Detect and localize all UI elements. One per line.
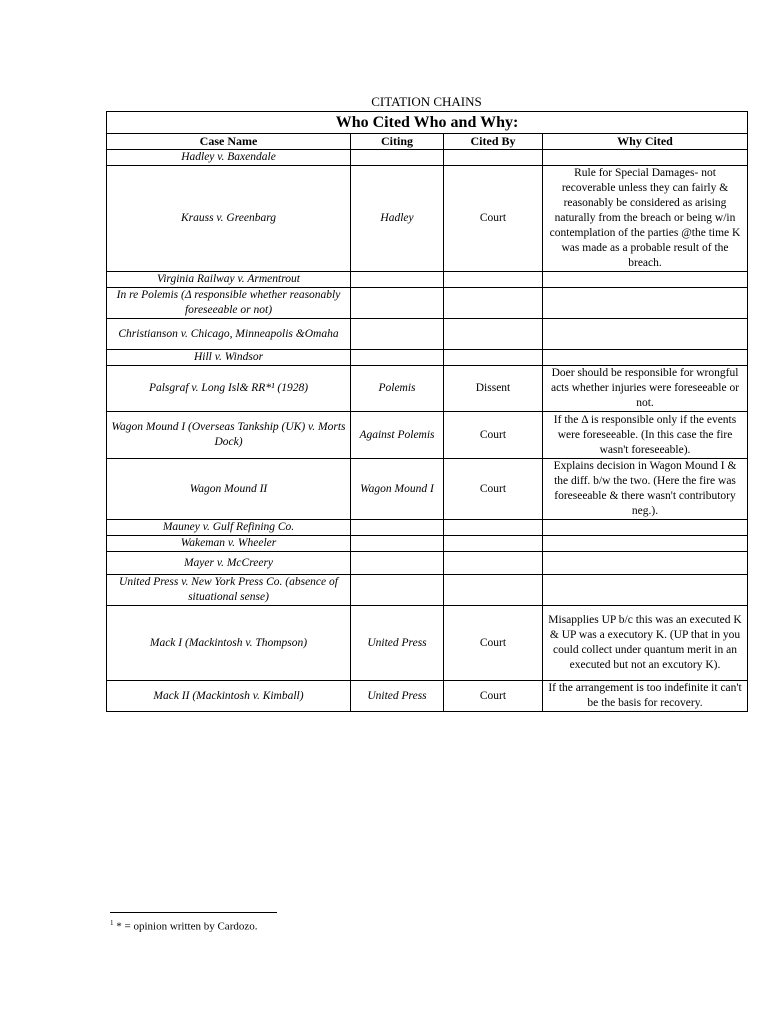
cited-by-cell: Dissent xyxy=(444,366,543,412)
case-name-cell: Mayer v. McCreery xyxy=(107,552,351,575)
why-cited-cell xyxy=(543,552,748,575)
case-name-cell: Hill v. Windsor xyxy=(107,350,351,366)
case-name-cell: Mack I (Mackintosh v. Thompson) xyxy=(107,606,351,681)
citing-cell: United Press xyxy=(351,681,444,712)
table-row xyxy=(107,459,748,520)
why-cited-cell: If the arrangement is too indefinite it can't be the basis for recovery. xyxy=(543,681,748,712)
footnote xyxy=(110,916,258,934)
cited-by-cell xyxy=(444,288,543,319)
why-cited-cell xyxy=(543,575,748,606)
footnote-marker: 1 xyxy=(110,919,114,927)
cited-by-cell: Court xyxy=(444,681,543,712)
table-row xyxy=(107,272,748,288)
table-row xyxy=(107,366,748,412)
cited-by-cell xyxy=(444,536,543,552)
citing-cell: Wagon Mound I xyxy=(351,459,444,520)
cited-by-cell: Court xyxy=(444,459,543,520)
table-row xyxy=(107,319,748,350)
why-cited-cell xyxy=(543,288,748,319)
why-cited-cell: Doer should be responsible for wrongful acts whether injuries were foreseeable or not. xyxy=(543,366,748,412)
case-name-cell: Hadley v. Baxendale xyxy=(107,150,351,166)
case-name-cell: Virginia Railway v. Armentrout xyxy=(107,272,351,288)
table-row xyxy=(107,288,748,319)
citing-cell: Against Polemis xyxy=(351,412,444,459)
table-row xyxy=(107,681,748,712)
document-title: CITATION CHAINS xyxy=(371,94,482,109)
why-cited-cell xyxy=(543,536,748,552)
table-row xyxy=(107,606,748,681)
why-cited-cell xyxy=(543,520,748,536)
citing-cell xyxy=(351,552,444,575)
table-row xyxy=(107,536,748,552)
cited-by-cell xyxy=(444,575,543,606)
table-row xyxy=(107,150,748,166)
case-name-cell: Wagon Mound I (Overseas Tankship (UK) v. Morts Dock) xyxy=(107,412,351,459)
citing-cell xyxy=(351,288,444,319)
case-name-cell: Krauss v. Greenbarg xyxy=(107,166,351,272)
cited-by-cell: Court xyxy=(444,606,543,681)
cited-by-cell xyxy=(444,272,543,288)
table-row xyxy=(107,166,748,272)
table-row xyxy=(107,552,748,575)
why-cited-cell xyxy=(543,272,748,288)
case-name-cell: United Press v. New York Press Co. (absence of situational sense) xyxy=(107,575,351,606)
citing-cell: Polemis xyxy=(351,366,444,412)
why-cited-cell xyxy=(543,150,748,166)
case-name-cell: Christianson v. Chicago, Minneapolis &Omaha xyxy=(107,319,351,350)
citing-cell xyxy=(351,520,444,536)
citing-cell xyxy=(351,536,444,552)
cited-by-cell xyxy=(444,520,543,536)
case-name-cell: Palsgraf v. Long Isl& RR*¹ (1928) xyxy=(107,366,351,412)
why-cited-cell: Rule for Special Damages- not recoverable unless they can fairly & reasonably be considered as arising naturally from the breach or being w/in contemplation of the parties @the time K was made as a probable result of the breach. xyxy=(543,166,748,272)
footnote-separator xyxy=(110,912,277,913)
why-cited-cell xyxy=(543,319,748,350)
column-header-row xyxy=(107,134,748,150)
cited-by-cell xyxy=(444,319,543,350)
column-header-case-name: Case Name xyxy=(107,134,351,150)
citing-cell xyxy=(351,272,444,288)
citing-cell xyxy=(351,350,444,366)
column-header-cited-by: Cited By xyxy=(444,134,543,150)
citation-table xyxy=(106,111,748,712)
citing-cell: Hadley xyxy=(351,166,444,272)
why-cited-cell: If the Δ is responsible only if the events were foreseeable. (In this case the fire wasn't foreseeable). xyxy=(543,412,748,459)
column-header-why-cited: Why Cited xyxy=(543,134,748,150)
table-row xyxy=(107,520,748,536)
cited-by-cell xyxy=(444,150,543,166)
case-name-cell: Mack II (Mackintosh v. Kimball) xyxy=(107,681,351,712)
footnote-text: * = opinion written by Cardozo. xyxy=(113,920,258,933)
table-row xyxy=(107,575,748,606)
table-row xyxy=(107,412,748,459)
case-name-cell: Mauney v. Gulf Refining Co. xyxy=(107,520,351,536)
citing-cell: United Press xyxy=(351,606,444,681)
cited-by-cell xyxy=(444,350,543,366)
citing-cell xyxy=(351,319,444,350)
cited-by-cell xyxy=(444,552,543,575)
why-cited-cell xyxy=(543,350,748,366)
citing-cell xyxy=(351,575,444,606)
case-name-cell: Wagon Mound II xyxy=(107,459,351,520)
cited-by-cell: Court xyxy=(444,166,543,272)
column-header-citing: Citing xyxy=(351,134,444,150)
cited-by-cell: Court xyxy=(444,412,543,459)
table-heading: Who Cited Who and Why: xyxy=(107,112,748,134)
why-cited-cell: Misapplies UP b/c this was an executed K & UP was a executory K. (UP that in you could collect under quantum merit in an executed but not an excutory K). xyxy=(543,606,748,681)
citing-cell xyxy=(351,150,444,166)
why-cited-cell: Explains decision in Wagon Mound I & the diff. b/w the two. (Here the fire was foreseeable & there wasn't contributory neg.). xyxy=(543,459,748,520)
table-row xyxy=(107,350,748,366)
case-name-cell: In re Polemis (Δ responsible whether reasonably foreseeable or not) xyxy=(107,288,351,319)
case-name-cell: Wakeman v. Wheeler xyxy=(107,536,351,552)
